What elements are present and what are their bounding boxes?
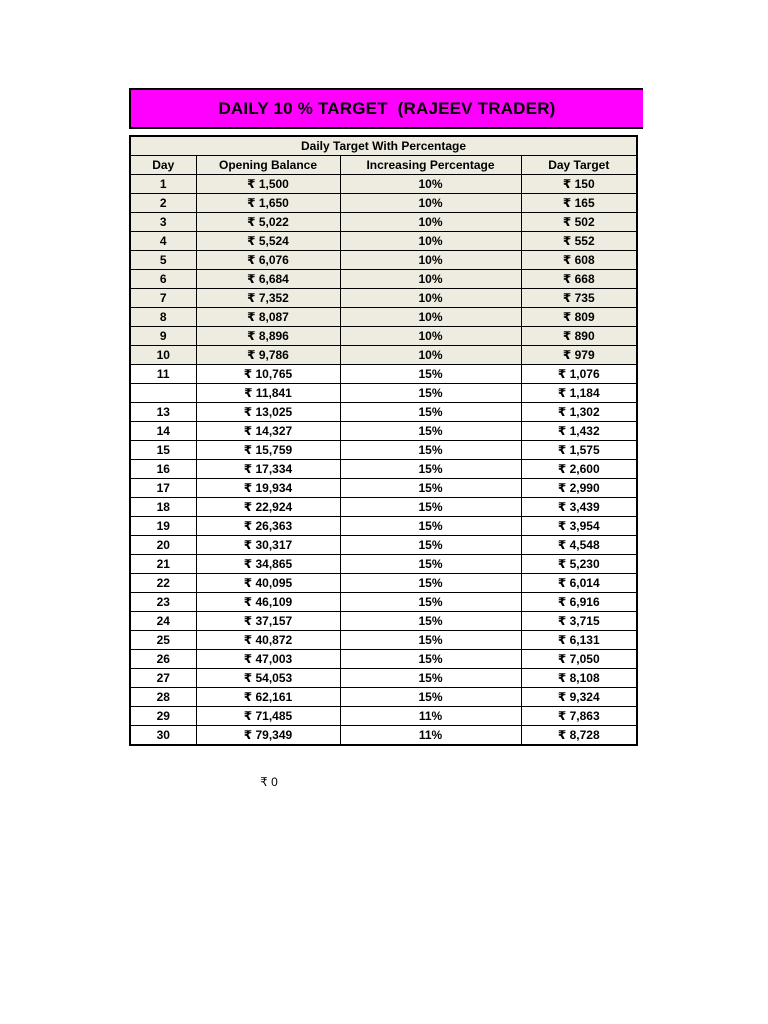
table-row xyxy=(130,403,637,422)
day-target-cell: ₹ 890 xyxy=(521,327,637,346)
opening-balance-cell: ₹ 46,109 xyxy=(196,593,340,612)
table-row xyxy=(130,555,637,574)
opening-balance-cell: ₹ 37,157 xyxy=(196,612,340,631)
percentage-cell: 15% xyxy=(340,365,521,384)
percentage-cell: 11% xyxy=(340,726,521,746)
table-row xyxy=(130,650,637,669)
day-target-cell: ₹ 809 xyxy=(521,308,637,327)
day-target-cell: ₹ 4,548 xyxy=(521,536,637,555)
opening-balance-cell: ₹ 71,485 xyxy=(196,707,340,726)
table-row xyxy=(130,517,637,536)
day-cell: 7 xyxy=(130,289,196,308)
opening-balance-cell: ₹ 54,053 xyxy=(196,669,340,688)
opening-balance-cell: ₹ 7,352 xyxy=(196,289,340,308)
day-cell: 1 xyxy=(130,175,196,194)
day-cell: 25 xyxy=(130,631,196,650)
table-row xyxy=(130,460,637,479)
percentage-cell: 15% xyxy=(340,441,521,460)
day-cell xyxy=(130,384,196,403)
header-day: Day xyxy=(130,156,196,175)
day-cell: 15 xyxy=(130,441,196,460)
day-target-cell: ₹ 8,108 xyxy=(521,669,637,688)
day-cell: 24 xyxy=(130,612,196,631)
day-target-cell: ₹ 668 xyxy=(521,270,637,289)
percentage-cell: 10% xyxy=(340,289,521,308)
opening-balance-cell: ₹ 62,161 xyxy=(196,688,340,707)
day-cell: 20 xyxy=(130,536,196,555)
percentage-cell: 10% xyxy=(340,194,521,213)
percentage-cell: 15% xyxy=(340,479,521,498)
table-caption: Daily Target With Percentage xyxy=(130,136,637,156)
percentage-cell: 15% xyxy=(340,688,521,707)
day-target-cell: ₹ 7,050 xyxy=(521,650,637,669)
percentage-cell: 10% xyxy=(340,175,521,194)
day-cell: 11 xyxy=(130,365,196,384)
table-row xyxy=(130,479,637,498)
day-target-cell: ₹ 165 xyxy=(521,194,637,213)
opening-balance-cell: ₹ 6,684 xyxy=(196,270,340,289)
header-increasing-percentage: Increasing Percentage xyxy=(340,156,521,175)
opening-balance-cell: ₹ 22,924 xyxy=(196,498,340,517)
percentage-cell: 15% xyxy=(340,612,521,631)
day-cell: 4 xyxy=(130,232,196,251)
day-target-cell: ₹ 6,916 xyxy=(521,593,637,612)
table-row xyxy=(130,213,637,232)
day-target-cell: ₹ 1,076 xyxy=(521,365,637,384)
table-row xyxy=(130,726,637,746)
percentage-cell: 10% xyxy=(340,232,521,251)
day-cell: 16 xyxy=(130,460,196,479)
table-row xyxy=(130,175,637,194)
opening-balance-cell: ₹ 5,022 xyxy=(196,213,340,232)
day-cell: 9 xyxy=(130,327,196,346)
day-cell: 8 xyxy=(130,308,196,327)
table-row xyxy=(130,536,637,555)
table-row xyxy=(130,384,637,403)
day-target-cell: ₹ 3,954 xyxy=(521,517,637,536)
opening-balance-cell: ₹ 17,334 xyxy=(196,460,340,479)
day-target-cell: ₹ 979 xyxy=(521,346,637,365)
day-target-cell: ₹ 1,302 xyxy=(521,403,637,422)
opening-balance-cell: ₹ 8,087 xyxy=(196,308,340,327)
day-target-cell: ₹ 150 xyxy=(521,175,637,194)
table-row xyxy=(130,631,637,650)
day-target-cell: ₹ 6,014 xyxy=(521,574,637,593)
percentage-cell: 15% xyxy=(340,555,521,574)
opening-balance-cell: ₹ 40,872 xyxy=(196,631,340,650)
day-cell: 19 xyxy=(130,517,196,536)
day-cell: 13 xyxy=(130,403,196,422)
opening-balance-cell: ₹ 1,500 xyxy=(196,175,340,194)
opening-balance-cell: ₹ 15,759 xyxy=(196,441,340,460)
percentage-cell: 10% xyxy=(340,251,521,270)
opening-balance-cell: ₹ 13,025 xyxy=(196,403,340,422)
day-target-cell: ₹ 2,990 xyxy=(521,479,637,498)
table-row xyxy=(130,574,637,593)
table-row xyxy=(130,669,637,688)
table-row xyxy=(130,194,637,213)
day-cell: 2 xyxy=(130,194,196,213)
table-row xyxy=(130,365,637,384)
day-cell: 29 xyxy=(130,707,196,726)
table-row xyxy=(130,593,637,612)
percentage-cell: 15% xyxy=(340,574,521,593)
table-row xyxy=(130,441,637,460)
day-target-cell: ₹ 3,439 xyxy=(521,498,637,517)
percentage-cell: 11% xyxy=(340,707,521,726)
opening-balance-cell: ₹ 79,349 xyxy=(196,726,340,746)
percentage-cell: 15% xyxy=(340,498,521,517)
percentage-cell: 15% xyxy=(340,403,521,422)
percentage-cell: 15% xyxy=(340,593,521,612)
percentage-cell: 15% xyxy=(340,422,521,441)
opening-balance-cell: ₹ 34,865 xyxy=(196,555,340,574)
day-target-cell: ₹ 5,230 xyxy=(521,555,637,574)
day-cell: 22 xyxy=(130,574,196,593)
opening-balance-cell: ₹ 14,327 xyxy=(196,422,340,441)
table-row xyxy=(130,498,637,517)
table-row xyxy=(130,707,637,726)
target-table xyxy=(129,135,638,746)
percentage-cell: 15% xyxy=(340,631,521,650)
table-row xyxy=(130,251,637,270)
day-cell: 28 xyxy=(130,688,196,707)
opening-balance-cell: ₹ 1,650 xyxy=(196,194,340,213)
day-cell: 3 xyxy=(130,213,196,232)
percentage-cell: 10% xyxy=(340,346,521,365)
percentage-cell: 10% xyxy=(340,327,521,346)
percentage-cell: 15% xyxy=(340,460,521,479)
day-target-cell: ₹ 608 xyxy=(521,251,637,270)
footer-value: ₹ 0 xyxy=(260,775,278,789)
opening-balance-cell: ₹ 26,363 xyxy=(196,517,340,536)
table-caption-row xyxy=(130,136,637,156)
page-title: DAILY 10 % TARGET (RAJEEV TRADER) xyxy=(218,98,556,118)
day-cell: 6 xyxy=(130,270,196,289)
opening-balance-cell: ₹ 40,095 xyxy=(196,574,340,593)
day-target-cell: ₹ 1,432 xyxy=(521,422,637,441)
table-row xyxy=(130,308,637,327)
table-row xyxy=(130,422,637,441)
day-cell: 10 xyxy=(130,346,196,365)
percentage-cell: 15% xyxy=(340,517,521,536)
day-target-cell: ₹ 2,600 xyxy=(521,460,637,479)
day-cell: 26 xyxy=(130,650,196,669)
opening-balance-cell: ₹ 6,076 xyxy=(196,251,340,270)
percentage-cell: 15% xyxy=(340,650,521,669)
day-target-cell: ₹ 3,715 xyxy=(521,612,637,631)
day-cell: 17 xyxy=(130,479,196,498)
day-cell: 21 xyxy=(130,555,196,574)
day-target-cell: ₹ 735 xyxy=(521,289,637,308)
table-header-row xyxy=(130,156,637,175)
day-cell: 5 xyxy=(130,251,196,270)
table-row xyxy=(130,327,637,346)
table-row xyxy=(130,232,637,251)
opening-balance-cell: ₹ 9,786 xyxy=(196,346,340,365)
percentage-cell: 10% xyxy=(340,213,521,232)
percentage-cell: 10% xyxy=(340,270,521,289)
table-row xyxy=(130,612,637,631)
opening-balance-cell: ₹ 10,765 xyxy=(196,365,340,384)
day-cell: 14 xyxy=(130,422,196,441)
table-row xyxy=(130,270,637,289)
day-cell: 27 xyxy=(130,669,196,688)
day-cell: 23 xyxy=(130,593,196,612)
day-target-cell: ₹ 6,131 xyxy=(521,631,637,650)
opening-balance-cell: ₹ 19,934 xyxy=(196,479,340,498)
opening-balance-cell: ₹ 47,003 xyxy=(196,650,340,669)
day-target-cell: ₹ 1,575 xyxy=(521,441,637,460)
percentage-cell: 10% xyxy=(340,308,521,327)
percentage-cell: 15% xyxy=(340,384,521,403)
percentage-cell: 15% xyxy=(340,669,521,688)
day-target-cell: ₹ 9,324 xyxy=(521,688,637,707)
opening-balance-cell: ₹ 5,524 xyxy=(196,232,340,251)
title-banner xyxy=(129,88,643,129)
day-target-cell: ₹ 7,863 xyxy=(521,707,637,726)
table-row xyxy=(130,289,637,308)
opening-balance-cell: ₹ 30,317 xyxy=(196,536,340,555)
day-cell: 18 xyxy=(130,498,196,517)
day-target-cell: ₹ 552 xyxy=(521,232,637,251)
header-day-target: Day Target xyxy=(521,156,637,175)
day-target-cell: ₹ 8,728 xyxy=(521,726,637,746)
opening-balance-cell: ₹ 8,896 xyxy=(196,327,340,346)
table-row xyxy=(130,346,637,365)
day-cell: 30 xyxy=(130,726,196,746)
day-target-cell: ₹ 1,184 xyxy=(521,384,637,403)
header-opening-balance: Opening Balance xyxy=(196,156,340,175)
opening-balance-cell: ₹ 11,841 xyxy=(196,384,340,403)
percentage-cell: 15% xyxy=(340,536,521,555)
table-row xyxy=(130,688,637,707)
table-body xyxy=(130,175,637,746)
day-target-cell: ₹ 502 xyxy=(521,213,637,232)
